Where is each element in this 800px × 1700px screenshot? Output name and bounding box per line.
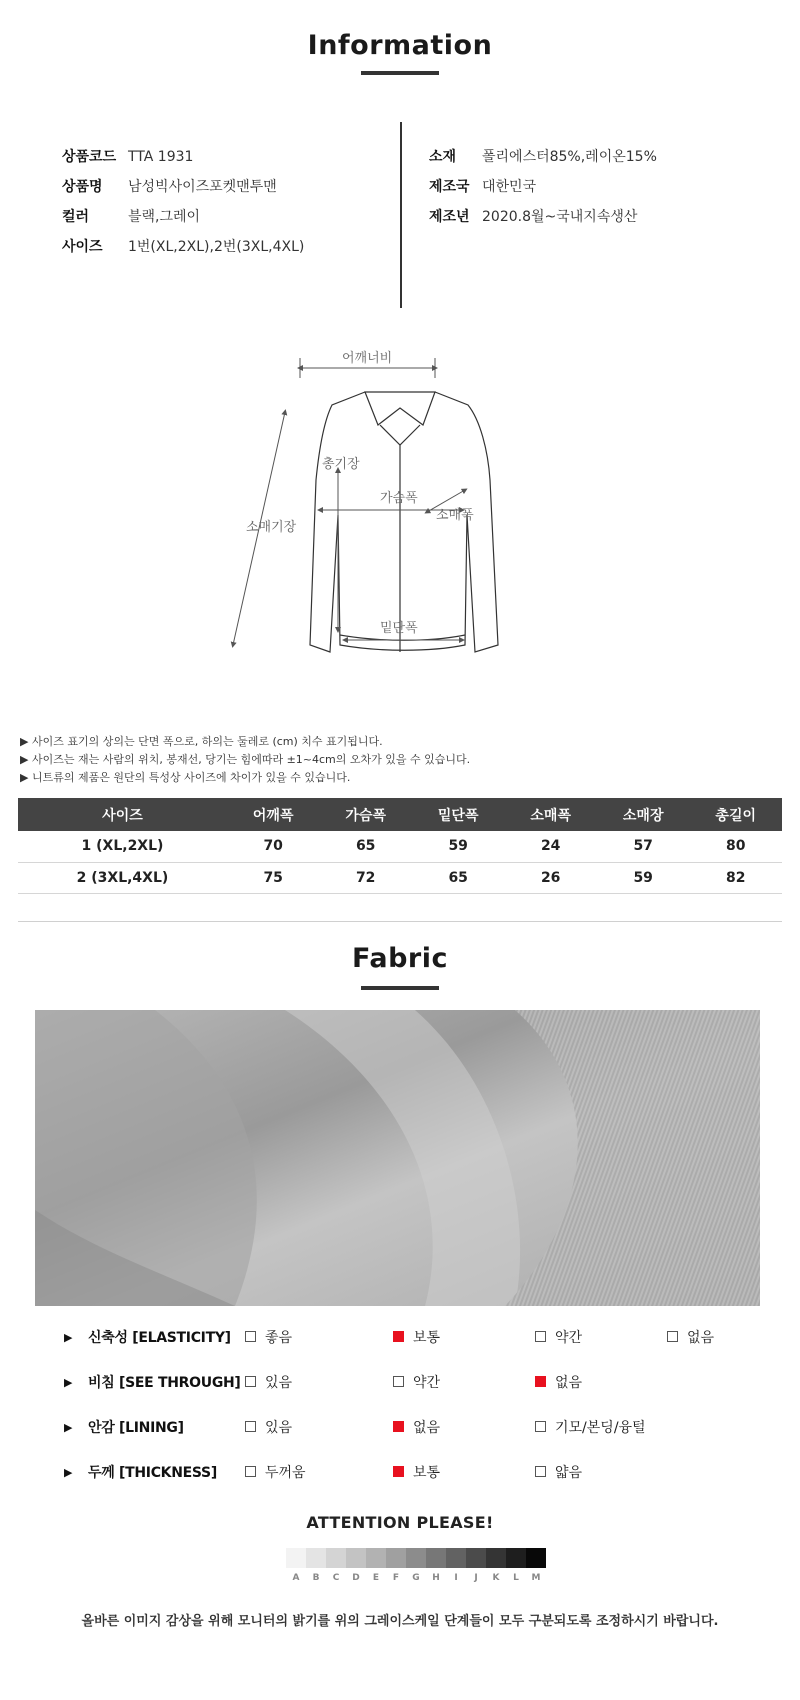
table-cell: 59: [597, 862, 690, 893]
grayscale-letters: [286, 1573, 546, 1583]
table-cell: 75: [227, 862, 320, 893]
info-label: 제조국: [429, 179, 470, 195]
label-sleeve-width: 소매폭: [436, 508, 474, 523]
option-text: 없음: [687, 1330, 715, 1346]
option-text: 보통: [413, 1465, 441, 1481]
grayscale-letter: D: [352, 1573, 360, 1583]
checkbox-icon: [245, 1331, 256, 1342]
info-value: 1번(XL,2XL),2번(3XL,4XL): [128, 239, 305, 255]
grayscale-swatch: [286, 1548, 306, 1568]
checkbox-icon: [245, 1376, 256, 1387]
fabric-title-underline: [361, 986, 439, 990]
table-header: 밑단폭: [412, 798, 505, 831]
monitor-brightness-note: 올바른 이미지 감상을 위해 모니터의 밝기를 위의 그레이스케일 단계들이 모두 구분되도록 조정하시기 바랍니다.: [81, 1614, 719, 1629]
checkbox-icon: [535, 1421, 546, 1432]
label-sleeve-length: 소매기장: [246, 520, 297, 535]
fabric-row-label: 두께 [THICKNESS]: [88, 1465, 217, 1481]
table-header: 소매장: [597, 798, 690, 831]
fabric-row-label: 안감 [LINING]: [88, 1420, 184, 1436]
option-text: 기모/본딩/융털: [555, 1420, 646, 1436]
grayscale-letter: B: [312, 1573, 320, 1583]
grayscale-swatch: [306, 1548, 326, 1568]
checkbox-checked-icon: [535, 1376, 546, 1387]
option-text: 얇음: [555, 1465, 583, 1481]
label-shoulder: 어깨너비: [342, 351, 393, 366]
option-yes[interactable]: [245, 1417, 292, 1439]
note-line: ▶ 니트류의 제품은 원단의 특성상 사이즈에 차이가 있을 수 있습니다.: [20, 771, 351, 784]
grayscale-swatch: [466, 1548, 486, 1568]
arrow-icon: ▶: [64, 1421, 73, 1434]
table-cell: 72: [319, 862, 412, 893]
label-chest: 가슴폭: [380, 491, 418, 506]
checkbox-checked-icon: [393, 1331, 404, 1342]
grayscale-swatch: [446, 1548, 466, 1568]
option-none[interactable]: [535, 1372, 582, 1394]
grayscale-letter: C: [332, 1573, 340, 1583]
checkbox-icon: [245, 1466, 256, 1477]
fabric-row-see-through: [0, 1372, 800, 1394]
info-label: 소재: [429, 149, 457, 165]
note-line: ▶ 사이즈 표기의 상의는 단면 폭으로, 하의는 둘레로 (cm) 치수 표기됩니다.: [20, 735, 383, 748]
info-divider: [400, 122, 402, 308]
grayscale-letter: E: [372, 1573, 380, 1583]
table-row: [18, 862, 782, 893]
option-slight[interactable]: [393, 1372, 440, 1394]
table-header: 소매폭: [504, 798, 597, 831]
table-cell: 2 (3XL,4XL): [18, 862, 227, 893]
table-header: 사이즈: [18, 798, 227, 831]
section-divider: [18, 921, 782, 922]
size-diagram: [230, 330, 570, 680]
fabric-title: Fabric: [352, 943, 448, 974]
grayscale-swatch: [326, 1548, 346, 1568]
table-header-row: [18, 798, 782, 831]
fabric-row-lining: [0, 1417, 800, 1439]
option-good[interactable]: [245, 1327, 292, 1349]
option-text: 두꺼움: [265, 1465, 306, 1481]
shirt-outline: [230, 330, 570, 680]
option-yes[interactable]: [245, 1372, 292, 1394]
option-text: 있음: [265, 1420, 293, 1436]
checkbox-checked-icon: [393, 1421, 404, 1432]
info-label: 사이즈: [62, 239, 103, 255]
option-text: 보통: [413, 1330, 441, 1346]
checkbox-icon: [393, 1376, 404, 1387]
grayscale-letter: K: [492, 1573, 500, 1583]
table-cell: 24: [504, 831, 597, 862]
label-length: 총기장: [322, 457, 360, 472]
grayscale-swatch: [526, 1548, 546, 1568]
label-hem: 밑단폭: [380, 621, 418, 636]
checkbox-icon: [535, 1466, 546, 1477]
table-cell: 65: [412, 862, 505, 893]
option-text: 약간: [413, 1375, 441, 1391]
checkbox-icon: [535, 1331, 546, 1342]
option-normal[interactable]: [393, 1462, 440, 1484]
option-normal[interactable]: [393, 1327, 440, 1349]
grayscale-swatch: [386, 1548, 406, 1568]
information-title: Information: [307, 30, 493, 61]
info-value: 대한민국: [482, 179, 537, 195]
option-brushed[interactable]: [535, 1417, 646, 1439]
option-slight[interactable]: [535, 1327, 582, 1349]
option-thick[interactable]: [245, 1462, 306, 1484]
table-cell: 80: [689, 831, 782, 862]
info-label: 상품명: [62, 179, 103, 195]
table-cell: 70: [227, 831, 320, 862]
grayscale-letter: A: [292, 1573, 300, 1583]
grayscale-letter: I: [454, 1573, 458, 1583]
grayscale-letter: H: [432, 1573, 440, 1583]
info-value: 남성빅사이즈포켓맨투맨: [128, 179, 277, 195]
table-cell: 65: [319, 831, 412, 862]
grayscale-letter: L: [513, 1573, 519, 1583]
table-header: 총길이: [689, 798, 782, 831]
checkbox-checked-icon: [393, 1466, 404, 1477]
fabric-row-label: 신축성 [ELASTICITY]: [88, 1330, 231, 1346]
fabric-row-elasticity: [0, 1327, 800, 1349]
table-cell: 1 (XL,2XL): [18, 831, 227, 862]
grayscale-letter: J: [474, 1573, 478, 1583]
grayscale-swatch: [366, 1548, 386, 1568]
grayscale-swatch: [406, 1548, 426, 1568]
info-label: 상품코드: [62, 149, 117, 165]
option-text: 없음: [413, 1420, 441, 1436]
information-title-underline: [361, 71, 439, 75]
fabric-photo: [35, 1010, 760, 1306]
fabric-row-thickness: [0, 1462, 800, 1484]
checkbox-icon: [245, 1421, 256, 1432]
grayscale-swatch: [346, 1548, 366, 1568]
table-header: 어깨폭: [227, 798, 320, 831]
option-thin[interactable]: [535, 1462, 582, 1484]
option-none[interactable]: [393, 1417, 440, 1439]
info-value: 블랙,그레이: [128, 209, 201, 225]
option-text: 약간: [555, 1330, 583, 1346]
option-text: 있음: [265, 1375, 293, 1391]
grayscale-letter: G: [412, 1573, 420, 1583]
grayscale-swatch: [506, 1548, 526, 1568]
grayscale-letter: M: [531, 1573, 541, 1583]
size-table: [18, 798, 782, 894]
arrow-icon: ▶: [64, 1331, 73, 1344]
grayscale-scale: [286, 1548, 546, 1568]
table-header: 가슴폭: [319, 798, 412, 831]
table-row: [18, 831, 782, 862]
info-value: TTA 1931: [128, 149, 194, 165]
grayscale-swatch: [486, 1548, 506, 1568]
note-line: ▶ 사이즈는 재는 사람의 위치, 봉재선, 당기는 힘에따라 ±1~4cm의 오차가 있을 수 있습니다.: [20, 753, 471, 766]
table-cell: 57: [597, 831, 690, 862]
attention-title: ATTENTION PLEASE!: [306, 1513, 494, 1532]
table-cell: 26: [504, 862, 597, 893]
arrow-icon: ▶: [64, 1466, 73, 1479]
info-label: 컬러: [62, 209, 90, 225]
info-label: 제조년: [429, 209, 470, 225]
checkbox-icon: [667, 1331, 678, 1342]
table-cell: 82: [689, 862, 782, 893]
option-text: 좋음: [265, 1330, 293, 1346]
grayscale-swatch: [426, 1548, 446, 1568]
size-notes: [20, 733, 470, 787]
option-none[interactable]: [667, 1327, 714, 1349]
info-value: 2020.8월~국내지속생산: [482, 209, 638, 225]
table-cell: 59: [412, 831, 505, 862]
info-value: 폴리에스터85%,레이온15%: [482, 149, 657, 165]
arrow-icon: ▶: [64, 1376, 73, 1389]
grayscale-letter: F: [392, 1573, 400, 1583]
fabric-row-label: 비침 [SEE THROUGH]: [88, 1375, 241, 1391]
option-text: 없음: [555, 1375, 583, 1391]
